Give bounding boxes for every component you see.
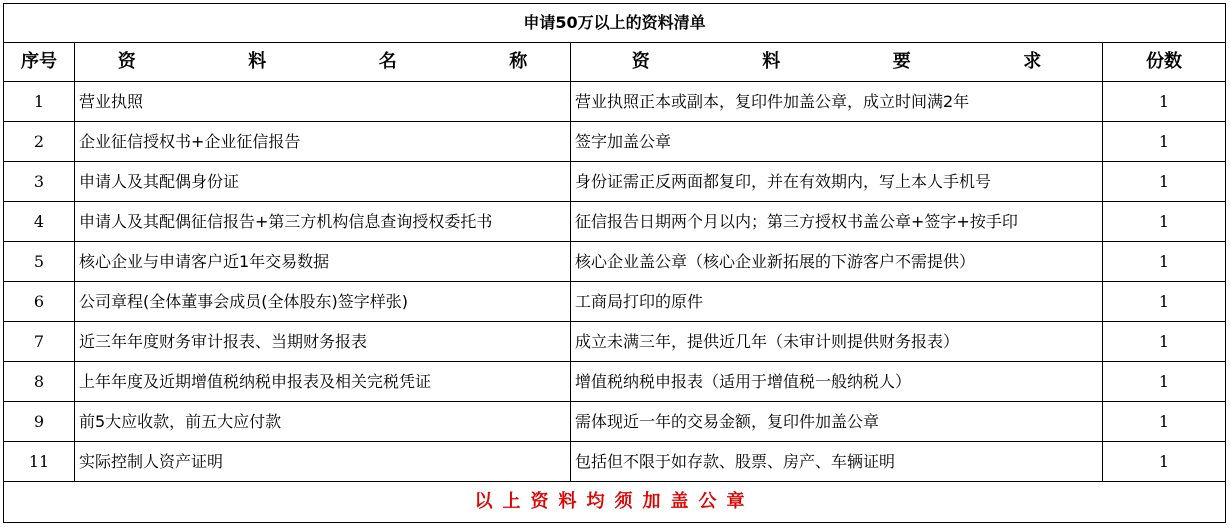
table-row <box>4 282 1226 322</box>
row-number: 2 <box>4 122 75 162</box>
document-sheet <box>3 3 1225 523</box>
row-count: 1 <box>1103 442 1226 482</box>
row-material-name: 申请人及其配偶征信报告+第三方机构信息查询授权委托书 <box>75 202 571 242</box>
header-name-text: 资 料 名 称 <box>117 51 528 72</box>
row-count: 1 <box>1103 322 1226 362</box>
row-requirement: 增值税纳税申报表（适用于增值税一般纳税人） <box>571 362 1103 402</box>
row-count: 1 <box>1103 82 1226 122</box>
row-count: 1 <box>1103 362 1226 402</box>
row-material-name: 营业执照 <box>75 82 571 122</box>
table-row <box>4 242 1226 282</box>
row-requirement: 核心企业盖公章（核心企业新拓展的下游客户不需提供） <box>571 242 1103 282</box>
header-index: 序号 <box>4 43 75 82</box>
row-material-name: 上年年度及近期增值税纳税申报表及相关完税凭证 <box>75 362 571 402</box>
table-row <box>4 322 1226 362</box>
footer-row <box>4 482 1226 523</box>
row-material-name: 近三年年度财务审计报表、当期财务报表 <box>75 322 571 362</box>
table-row <box>4 442 1226 482</box>
row-material-name: 公司章程(全体董事会成员(全体股东)签字样张) <box>75 282 571 322</box>
row-material-name: 前5大应收款，前五大应付款 <box>75 402 571 442</box>
table-row <box>4 82 1226 122</box>
table-title: 申请50万以上的资料清单 <box>4 4 1226 43</box>
footer-note: 以上资料均须加盖公章 <box>4 482 1226 523</box>
row-material-name: 实际控制人资产证明 <box>75 442 571 482</box>
row-requirement: 签字加盖公章 <box>571 122 1103 162</box>
row-requirement: 需体现近一年的交易金额，复印件加盖公章 <box>571 402 1103 442</box>
row-count: 1 <box>1103 202 1226 242</box>
table-row <box>4 362 1226 402</box>
row-count: 1 <box>1103 282 1226 322</box>
header-count: 份数 <box>1103 43 1226 82</box>
row-material-name: 核心企业与申请客户近1年交易数据 <box>75 242 571 282</box>
row-requirement: 工商局打印的原件 <box>571 282 1103 322</box>
row-number: 7 <box>4 322 75 362</box>
row-count: 1 <box>1103 242 1226 282</box>
row-number: 5 <box>4 242 75 282</box>
table-row <box>4 162 1226 202</box>
row-material-name: 申请人及其配偶身份证 <box>75 162 571 202</box>
row-number: 1 <box>4 82 75 122</box>
table-row <box>4 122 1226 162</box>
table-row <box>4 402 1226 442</box>
row-requirement: 征信报告日期两个月以内；第三方授权书盖公章+签字+按手印 <box>571 202 1103 242</box>
row-requirement: 营业执照正本或副本，复印件加盖公章，成立时间满2年 <box>571 82 1103 122</box>
row-count: 1 <box>1103 122 1226 162</box>
row-requirement: 包括但不限于如存款、股票、房产、车辆证明 <box>571 442 1103 482</box>
row-number: 3 <box>4 162 75 202</box>
materials-table <box>3 3 1226 523</box>
row-material-name: 企业征信授权书+企业征信报告 <box>75 122 571 162</box>
row-number: 11 <box>4 442 75 482</box>
header-name <box>75 43 571 82</box>
table-row <box>4 202 1226 242</box>
row-requirement: 成立未满三年，提供近几年（未审计则提供财务报表） <box>571 322 1103 362</box>
row-number: 9 <box>4 402 75 442</box>
row-number: 4 <box>4 202 75 242</box>
header-row <box>4 43 1226 82</box>
header-requirement <box>571 43 1103 82</box>
title-row <box>4 4 1226 43</box>
row-requirement: 身份证需正反两面都复印，并在有效期内，写上本人手机号 <box>571 162 1103 202</box>
row-count: 1 <box>1103 162 1226 202</box>
row-count: 1 <box>1103 402 1226 442</box>
row-number: 6 <box>4 282 75 322</box>
header-requirement-text: 资 料 要 求 <box>631 51 1042 72</box>
row-number: 8 <box>4 362 75 402</box>
